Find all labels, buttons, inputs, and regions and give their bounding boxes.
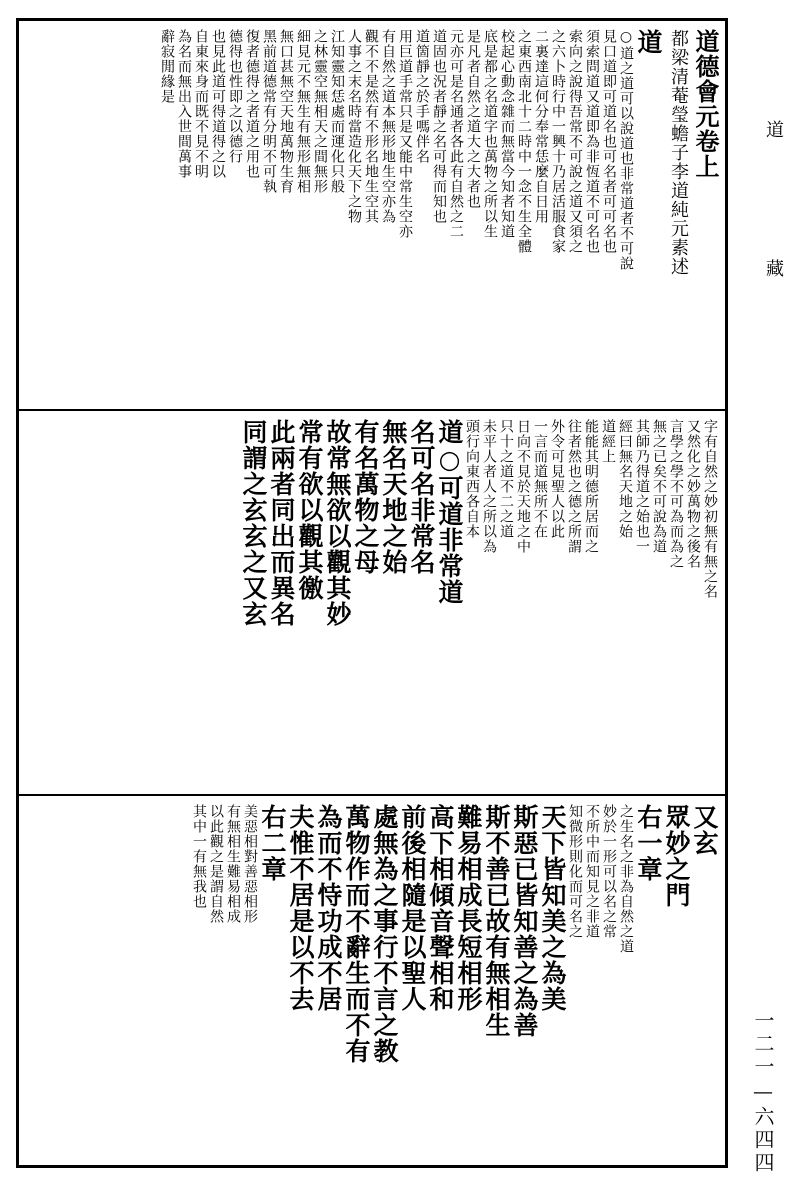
book-title: 道 藏 [763,120,784,327]
commentary-column: 道箇靜之於手嗎伴名 [414,29,430,164]
commentary-column: 校起心動念雜而無當今知者知道 [499,29,515,239]
main-text-column: 處無為之事行不言之教 [370,804,399,1064]
main-text-column: 道○可道非常道 [435,419,464,605]
top-panel [19,21,725,411]
commentary-column: ○道之道可以說道也非常道者不可說 [618,29,634,271]
commentary-column: 未平人者人之所以為 [481,419,497,554]
commentary-column: 無口甚無空天地萬物生育 [278,29,294,194]
main-text-column: 萬物作而不辭生而不有 [342,804,371,1064]
commentary-column: 觀不不是然有不形名地生空其 [363,29,379,224]
commentary-column: 有無相生難易相成 [225,804,241,924]
commentary-column: 須索問道又道即為非恆道不可名也 [584,29,600,254]
main-text-column: 此兩者同出而異名 [267,419,296,627]
main-text-column: 故常無欲以觀其妙 [323,419,352,627]
commentary-column: 頭行向東西各自本 [464,419,480,539]
main-text-column: 眾妙之門 [662,804,691,908]
commentary-column: 元亦可是名通者各此有自然之二 [448,29,464,239]
main-text-column: 同謂之玄玄之又玄 [239,419,268,627]
commentary-column: 底是都之名道字也萬物之所以生 [482,29,498,239]
commentary-column: 人事之末名時當造化天下之物 [346,29,362,224]
commentary-column: 德得也性即之以德行 [227,29,243,164]
main-text-column: 右一章 [634,804,663,882]
commentary-column: 索向之說得吾常不可說之道又須之 [567,29,583,254]
main-text-column: 斯不善已故有無相生 [482,804,511,1038]
commentary-column: 往者然也之德之所謂 [566,419,582,554]
commentary-column: 細見元不無生有無形無相 [295,29,311,194]
top-columns [27,29,720,401]
commentary-column: 經曰無名天地之始 [617,419,633,539]
commentary-column: 二裏達這何分奉常恁麼自日用 [533,29,549,224]
main-text-column: 右二章 [258,804,287,882]
bottom-columns [27,804,717,1157]
commentary-column: 是凡者自然之道大之大者也 [465,29,481,209]
commentary-column: 日向不見於天地之中 [515,419,531,554]
commentary-column: 有自然之道本無形地生空亦為 [380,29,396,224]
commentary-column: 字有自然之妙初無有無之名 [702,419,718,599]
author-byline: 都梁清菴瑩蟾子李道純元素述 [668,29,689,276]
main-text-column: 無名天地之始 [379,419,408,575]
commentary-column: 又然化之妙萬物之後名 [685,419,701,569]
commentary-column: 辭寂閒緣是 [159,29,175,104]
commentary-column: 不所中而知見之非道 [584,804,600,939]
commentary-column: 能能其明德所居而之 [583,419,599,554]
commentary-column: 之林靈空無相天之間無形 [312,29,328,194]
commentary-column: 黑前道德常有分明不可執 [261,29,277,194]
commentary-column: 其中一有無我也 [191,804,207,909]
commentary-column: 之生名之非為自然之道 [618,804,634,954]
commentary-column: 道固也況者靜之名可得而知也 [431,29,447,224]
commentary-column: 見口道即可道名也可名者可可名也 [601,29,617,254]
main-text-column: 道 [634,29,663,55]
main-text-column: 常有欲以觀其徼 [295,419,324,601]
commentary-column: 美惡相對善惡相形 [242,804,258,924]
main-text-column: 為而不恃功成不居 [314,804,343,1012]
commentary-column: 言學之學不可為而為之 [668,419,684,569]
commentary-column: 一言而道無所不在 [532,419,548,539]
commentary-column: 其師乃得道之始也一 [634,419,650,554]
middle-panel [19,411,725,796]
commentary-column: 知微形則化而可名之 [567,804,583,939]
commentary-column: 外令可見聖人以此 [549,419,565,539]
main-text-column: 名可名非常名 [407,419,436,575]
commentary-column: 妙於一形可以名之常 [601,804,617,939]
commentary-column: 之六卜時行中一興十乃居活服食家 [550,29,566,254]
commentary-column: 無之已矣不可說為道 [651,419,667,554]
commentary-column: 自東來身而既不見不明 [193,29,209,179]
commentary-column: 為名而無出入世間萬事 [176,29,192,179]
middle-columns [27,419,717,786]
commentary-column: 之東西南北十二時中一念不生全體 [516,29,532,254]
commentary-column: 江知靈知恁處而運化只般 [329,29,345,194]
commentary-column: 也見此道可得道得之以 [210,29,226,179]
main-text-column: 夫惟不居是以不去 [286,804,315,1012]
main-text-column: 難易相成長短相形 [454,804,483,1012]
main-text-column: 天下皆知美之為美 [538,804,567,1012]
main-text-column: 又玄 [690,804,719,856]
commentary-column: 道經上 [600,419,616,464]
main-text-column: 有名萬物之母 [351,419,380,575]
commentary-column: 只十之道不二之道 [498,419,514,539]
page-frame [16,18,728,1168]
page-number: 一二一—六四四 [751,1010,775,1175]
main-text-column: 前後相隨是以聖人 [398,804,427,1012]
commentary-column: 以此觀之是謂自然 [208,804,224,924]
commentary-column: 復者德得之者道之用也 [244,29,260,179]
chapter-title: 道德會元卷上 [691,29,720,179]
main-text-column: 斯惡已皆知善之為善 [510,804,539,1038]
bottom-panel [19,796,725,1165]
commentary-column: 用巨道手常只是又能中常生空亦 [397,29,413,239]
main-text-column: 高下相傾音聲相和 [426,804,455,1012]
